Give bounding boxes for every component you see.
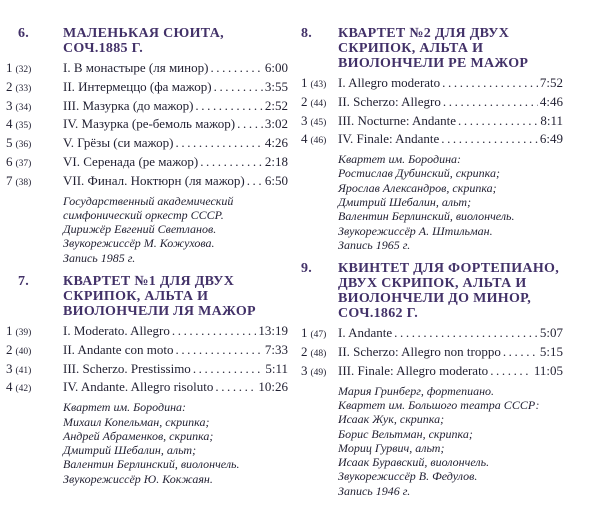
track-row — [301, 325, 563, 344]
track-number — [301, 344, 338, 363]
left-column — [6, 26, 288, 486]
track-index: 3 — [6, 360, 13, 376]
dot-leader — [458, 113, 538, 130]
dot-leader — [195, 98, 262, 115]
dot-leader — [210, 60, 262, 77]
track-global-index: (36) — [15, 140, 32, 151]
track-number — [301, 113, 338, 132]
credit-line: Звукорежиссёр А. Штильман. — [338, 223, 493, 238]
dot-leader — [214, 79, 263, 96]
section-heading — [301, 261, 563, 321]
track-index: 1 — [301, 75, 308, 90]
track-number — [6, 79, 63, 98]
track-number — [6, 173, 63, 192]
track-index: 3 — [301, 362, 308, 378]
credit-line: Мориц Гурвич, альт; — [338, 440, 445, 455]
credit-line: Валентин Берлинский, виолончель. — [63, 457, 240, 472]
track-row — [6, 323, 288, 342]
credit-line: симфонический оркестр СССР. — [63, 207, 224, 222]
dot-leader — [237, 116, 263, 133]
track-title: II. Scherzo: Allegro non troppo — [338, 344, 501, 360]
track-index: 4 — [6, 116, 13, 132]
track-global-index: (48) — [310, 349, 327, 360]
track-number — [6, 379, 63, 398]
credit-line: Дмитрий Шебалин, альт; — [63, 443, 197, 458]
track-global-index: (45) — [310, 117, 327, 128]
track-title: I. Allegro moderato — [338, 75, 441, 90]
track-title: III. Nocturne: Andante — [338, 112, 457, 128]
credit-line: Валентин Берлинский, виолончель. — [338, 209, 515, 224]
track-global-index: (32) — [15, 65, 32, 75]
section-number: 7. — [18, 274, 30, 290]
section-6 — [6, 26, 288, 265]
section-title-line: ДВУХ СКРИПОК, АЛЬТА И — [338, 276, 527, 292]
track-list — [301, 325, 563, 381]
track-row — [301, 75, 563, 94]
track-global-index: (47) — [310, 330, 327, 341]
dot-leader — [200, 154, 263, 171]
track-duration: 3:02 — [264, 116, 288, 132]
track-title: II. Интермеццо (фа мажор) — [63, 78, 212, 94]
section-title-line: СКРИПОК, АЛЬТА И — [338, 41, 484, 56]
track-title: II. Scherzo: Allegro — [338, 93, 441, 109]
track-duration: 5:11 — [265, 360, 288, 376]
dot-leader — [441, 131, 538, 148]
credit-line: Мария Гринберг, фортепиано. — [338, 383, 495, 398]
track-number — [6, 135, 63, 154]
dot-leader — [490, 363, 532, 380]
track-title: VI. Серенада (ре мажор) — [63, 153, 199, 169]
track-row — [6, 98, 288, 117]
section-title-line: ВИОЛОНЧЕЛИ ДО МИНОР, — [338, 291, 532, 307]
track-duration: 11:05 — [533, 362, 563, 378]
section-title-line: СКРИПОК, АЛЬТА И — [63, 289, 209, 305]
track-number — [301, 325, 338, 344]
track-title: III. Мазурка (до мажор) — [63, 97, 194, 113]
track-duration: 8:11 — [540, 112, 563, 128]
track-number — [6, 98, 63, 117]
track-global-index: (39) — [15, 328, 32, 339]
track-index: 2 — [6, 78, 13, 94]
section-heading — [6, 26, 288, 56]
section-title-line: КВИНТЕТ ДЛЯ ФОРТЕПИАНО, — [338, 261, 560, 277]
track-index: 2 — [6, 341, 13, 357]
track-global-index: (40) — [15, 346, 32, 357]
track-title: IV. Finale: Andante — [338, 131, 440, 147]
track-index: 3 — [6, 97, 13, 113]
track-duration: 2:52 — [264, 97, 288, 113]
credit-line: Михаил Копельман, скрипка; — [63, 414, 210, 429]
track-duration: 3:55 — [264, 78, 288, 94]
dot-leader — [394, 325, 538, 342]
track-index: 6 — [6, 153, 13, 169]
dot-leader — [215, 379, 256, 396]
track-title: III. Scherzo. Prestissimo — [63, 360, 191, 376]
track-number — [301, 75, 338, 94]
dot-leader — [176, 135, 263, 152]
track-row — [301, 131, 563, 150]
credit-line: Запись 1965 г. — [338, 237, 411, 252]
credits-block — [301, 152, 563, 252]
section-title — [338, 26, 563, 71]
track-row — [6, 79, 288, 98]
track-row — [301, 363, 563, 382]
track-number — [301, 131, 338, 150]
track-global-index: (42) — [15, 384, 32, 395]
credit-line: Ростислав Дубинский, скрипка; — [338, 166, 500, 181]
credit-line: Дирижёр Евгений Светланов. — [63, 222, 217, 237]
section-heading — [301, 26, 563, 71]
track-number — [6, 154, 63, 173]
section-heading — [6, 274, 288, 319]
credit-line: Исаак Жук, скрипка; — [338, 412, 445, 427]
track-index: 4 — [6, 379, 13, 395]
track-list — [6, 60, 288, 192]
track-title: IV. Мазурка (ре-бемоль мажор) — [63, 116, 236, 132]
credit-line: Андрей Абраменков, скрипка; — [63, 428, 214, 443]
track-duration: 6:00 — [264, 60, 288, 75]
track-global-index: (33) — [15, 83, 32, 94]
credits-block — [6, 400, 288, 486]
section-title-line: КВАРТЕТ №1 ДЛЯ ДВУХ — [63, 274, 235, 290]
credit-line: Запись 1946 г. — [338, 483, 411, 498]
right-column — [301, 26, 563, 498]
track-index: 1 — [6, 323, 13, 339]
track-number — [6, 342, 63, 361]
track-index: 5 — [6, 135, 13, 151]
track-index: 4 — [301, 131, 308, 147]
track-index: 1 — [6, 60, 13, 75]
track-duration: 6:50 — [264, 172, 288, 188]
track-global-index: (35) — [15, 121, 32, 132]
track-row — [6, 135, 288, 154]
dot-leader — [247, 173, 263, 190]
track-row — [6, 361, 288, 380]
track-global-index: (44) — [310, 98, 327, 109]
section-8 — [301, 26, 563, 252]
dot-leader — [442, 75, 538, 92]
track-number — [301, 94, 338, 113]
credit-line: Звукорежиссёр Ю. Кокжаян. — [63, 471, 213, 486]
credit-line: Квартет им. Бородина: — [338, 152, 462, 167]
section-title — [63, 26, 288, 56]
track-duration: 2:18 — [264, 153, 288, 169]
track-row — [6, 173, 288, 192]
track-global-index: (37) — [15, 158, 32, 169]
track-index: 2 — [301, 344, 308, 360]
track-global-index: (38) — [15, 177, 32, 188]
track-row — [6, 154, 288, 173]
track-number — [6, 116, 63, 135]
track-index: 1 — [301, 325, 308, 341]
track-title: I. Moderato. Allegro — [63, 323, 170, 339]
credit-line: Исаак Буравский, виолончель. — [338, 455, 490, 470]
track-title: IV. Andante. Allegro risoluto — [63, 379, 214, 395]
track-index: 7 — [6, 172, 13, 188]
track-title: I. Andante — [338, 325, 393, 341]
track-duration: 5:07 — [539, 325, 563, 341]
track-duration: 4:26 — [264, 135, 288, 151]
section-title-line: КВАРТЕТ №2 ДЛЯ ДВУХ — [338, 26, 510, 41]
track-row — [301, 94, 563, 113]
credit-line: Квартет им. Большого театра СССР: — [338, 397, 540, 412]
track-row — [301, 344, 563, 363]
section-number: 6. — [18, 26, 30, 41]
credit-line: Квартет им. Бородина: — [63, 400, 187, 415]
credits-block — [6, 194, 288, 265]
track-duration: 10:26 — [258, 379, 288, 395]
track-list — [301, 75, 563, 150]
dot-leader — [175, 342, 262, 359]
track-row — [6, 379, 288, 398]
track-duration: 5:15 — [539, 344, 563, 360]
credit-line: Ярослав Александров, скрипка; — [338, 180, 497, 195]
track-list — [6, 323, 288, 398]
track-duration: 7:33 — [264, 341, 288, 357]
section-number: 9. — [301, 261, 313, 277]
track-title: VII. Финал. Ноктюрн (ля мажор) — [63, 172, 245, 188]
credit-line: Звукорежиссёр М. Кожухова. — [63, 236, 215, 251]
track-number — [6, 361, 63, 380]
track-title: II. Andante con moto — [63, 341, 174, 357]
credits-block — [301, 384, 563, 498]
credit-line: Дмитрий Шебалин, альт; — [338, 195, 472, 210]
track-title: III. Finale: Allegro moderato — [338, 362, 489, 378]
track-duration: 7:52 — [539, 75, 563, 90]
section-title-line: ВИОЛОНЧЕЛИ РЕ МАЖОР — [338, 56, 529, 71]
track-global-index: (49) — [310, 367, 327, 378]
track-row — [6, 116, 288, 135]
section-9 — [301, 261, 563, 498]
track-duration: 13:19 — [258, 323, 288, 339]
track-title: V. Грёзы (си мажор) — [63, 135, 174, 151]
credit-line: Запись 1985 г. — [63, 250, 136, 265]
dot-leader — [503, 344, 538, 361]
track-row — [6, 342, 288, 361]
track-duration: 6:49 — [539, 131, 563, 147]
section-title-line: ВИОЛОНЧЕЛИ ЛЯ МАЖОР — [63, 304, 256, 320]
track-global-index: (41) — [15, 365, 32, 376]
section-title — [338, 261, 563, 321]
track-global-index: (43) — [310, 80, 327, 90]
dot-leader — [443, 94, 538, 111]
dot-leader — [172, 323, 257, 340]
section-number: 8. — [301, 26, 313, 41]
track-index: 2 — [301, 93, 308, 109]
track-number — [6, 60, 63, 79]
track-number — [6, 323, 63, 342]
section-title-line: МАЛЕНЬКАЯ СЮИТА, — [63, 26, 224, 41]
track-global-index: (34) — [15, 102, 32, 113]
section-title — [63, 274, 288, 319]
section-title-line: СОЧ.1885 Г. — [63, 41, 144, 56]
section-title-line: СОЧ.1862 Г. — [338, 306, 419, 322]
track-row — [301, 113, 563, 132]
dot-leader — [193, 361, 264, 378]
track-global-index: (46) — [310, 136, 327, 147]
credit-line: Государственный академический — [63, 193, 234, 208]
credit-line: Борис Вельтман, скрипка; — [338, 426, 473, 441]
track-number — [301, 363, 338, 382]
track-title: I. В монастыре (ля минор) — [63, 60, 209, 75]
track-index: 3 — [301, 112, 308, 128]
track-duration: 4:46 — [539, 93, 563, 109]
credit-line: Звукорежиссёр В. Федулов. — [338, 469, 478, 484]
track-row — [6, 60, 288, 79]
section-7 — [6, 274, 288, 486]
